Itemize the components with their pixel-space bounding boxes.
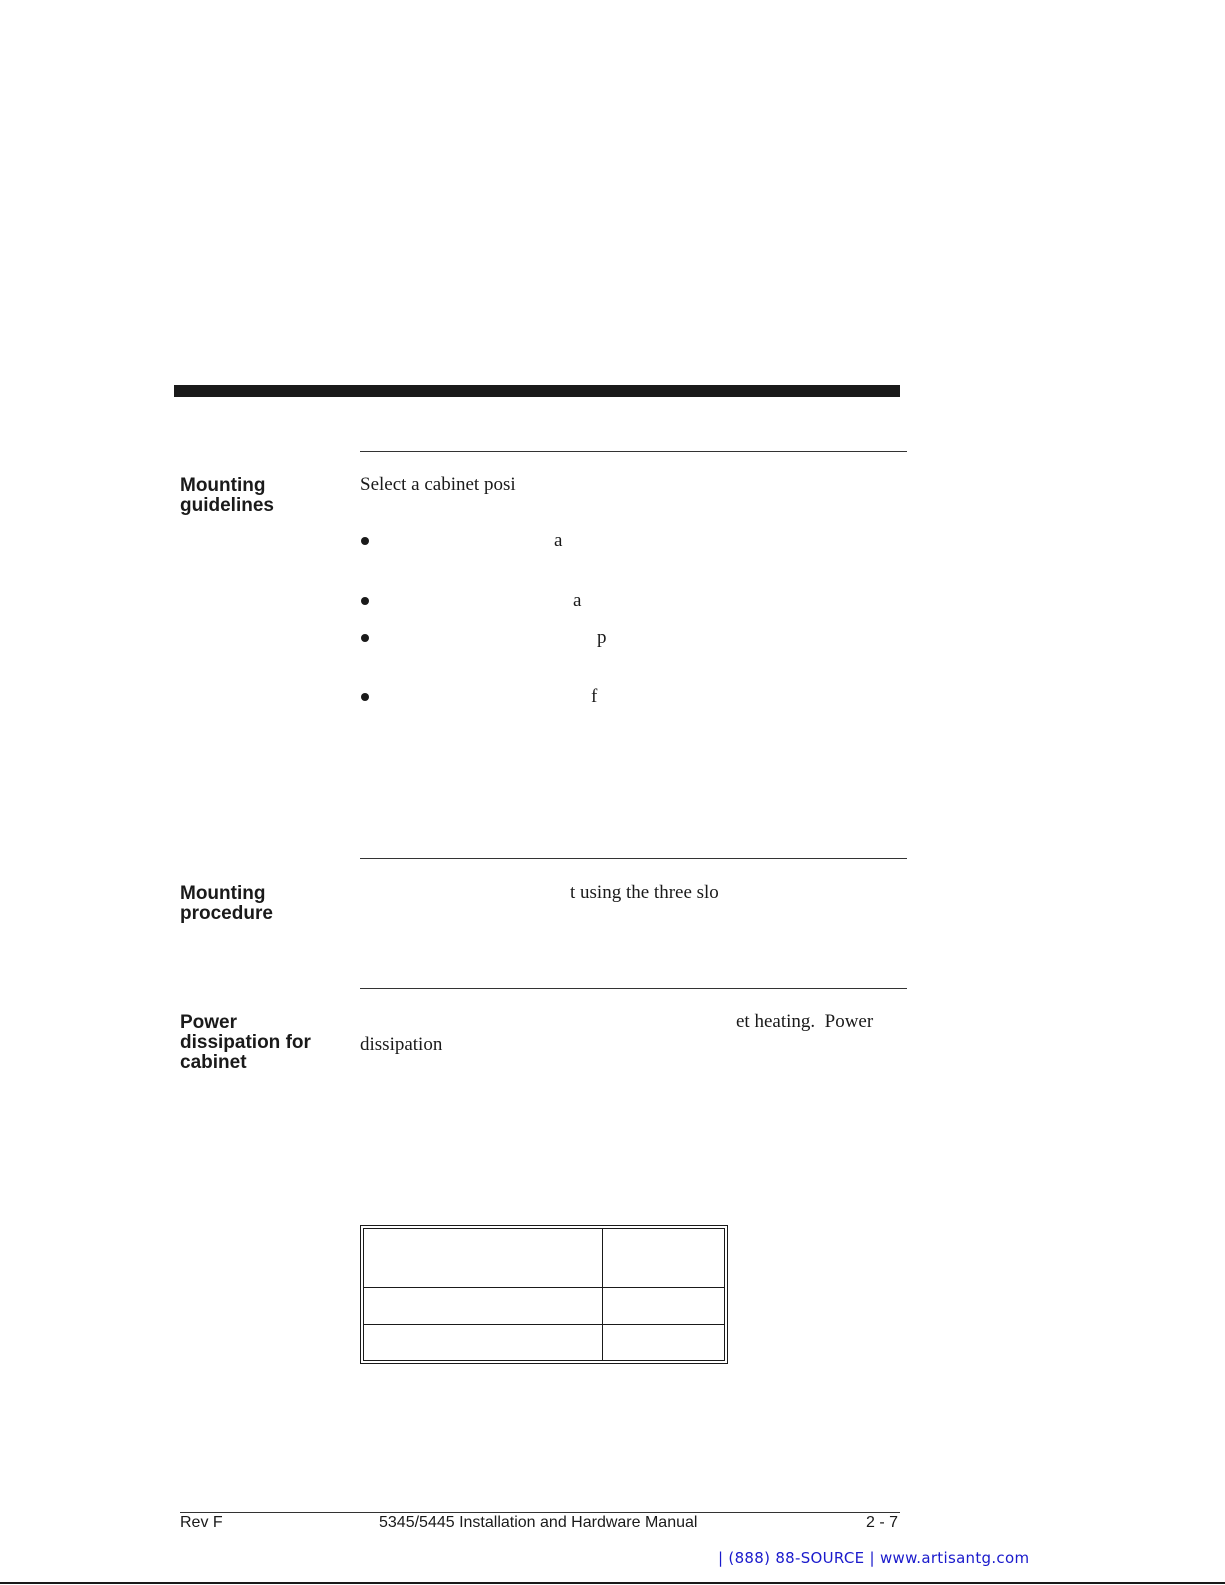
power-table: [360, 1225, 728, 1364]
procedure-text: t using the three slo: [570, 882, 719, 903]
table-cell: [364, 1229, 603, 1288]
section-divider: [360, 451, 907, 452]
footer-manual-title: 5345/5445 Installation and Hardware Manual: [379, 1514, 698, 1531]
bullet-text: f: [591, 686, 598, 707]
power-text-line2: dissipation: [360, 1034, 443, 1055]
bullet-icon: [361, 597, 369, 605]
table-cell: [603, 1288, 725, 1324]
table-row: [364, 1288, 725, 1324]
section-divider: [360, 858, 907, 859]
chapter-rule: [174, 385, 900, 397]
table-row: [364, 1229, 725, 1288]
table-row: [364, 1324, 725, 1360]
footer-page-number: 2 - 7: [866, 1514, 899, 1531]
guidelines-intro: Select a cabinet posi: [360, 474, 516, 495]
bullet-icon: [361, 693, 369, 701]
bullet-icon: [361, 634, 369, 642]
section-heading-mounting-procedure: Mounting procedure: [180, 883, 273, 924]
table-cell: [364, 1288, 603, 1324]
power-text-line1: et heating. Power: [736, 1011, 874, 1032]
table-cell: [364, 1324, 603, 1360]
bottom-edge-line: [0, 1582, 1225, 1584]
bullet-text: a: [573, 590, 582, 611]
source-watermark: | (888) 88-SOURCE | www.artisantg.com: [718, 1549, 1030, 1567]
footer-rule: [180, 1512, 900, 1513]
bullet-text: p: [597, 627, 607, 648]
footer-revision: Rev F: [180, 1514, 223, 1531]
section-divider: [360, 988, 907, 989]
table-cell: [603, 1324, 725, 1360]
section-heading-mounting-guidelines: Mounting guidelines: [180, 475, 274, 516]
section-heading-power-dissipation: Power dissipation for cabinet: [180, 1012, 311, 1073]
table-cell: [603, 1229, 725, 1288]
bullet-text: a: [554, 530, 563, 551]
bullet-icon: [361, 537, 369, 545]
